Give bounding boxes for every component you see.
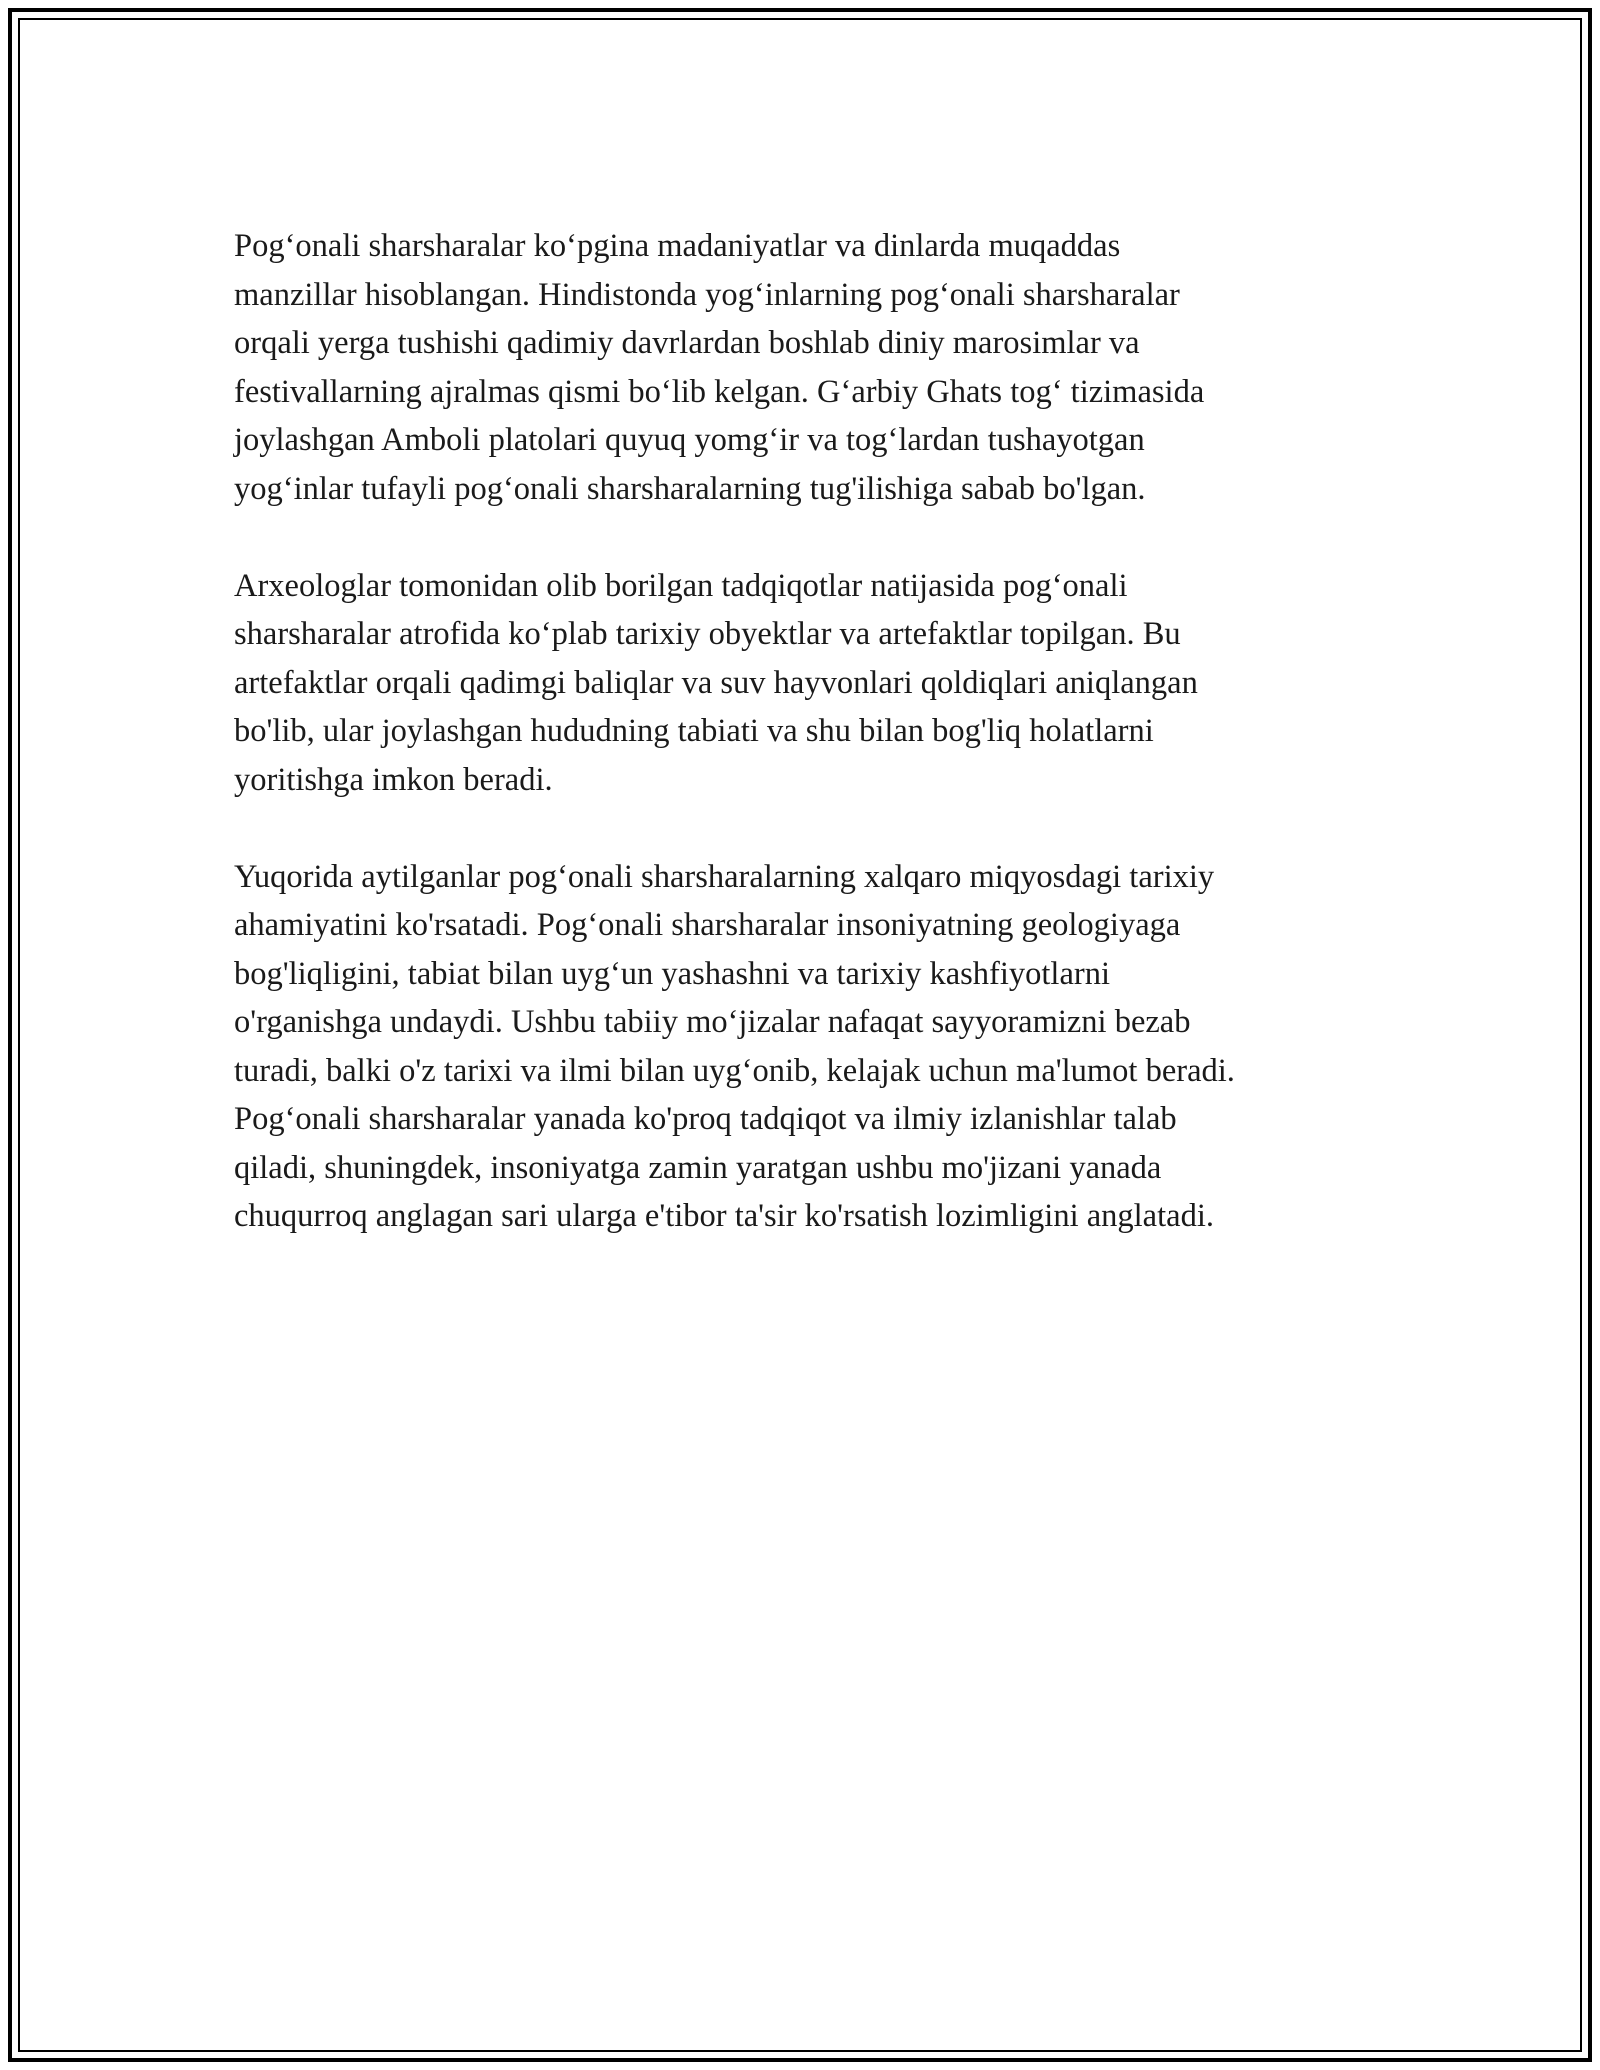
paragraph-3: Yuqorida aytilganlar pog‘onali sharsharalarning xalqaro miqyosdagi tarixiy ahamiyatini ko'rsatadi. Pog‘onali sharsharalar insoniyatning geologiyaga bog'liqligini, tabiat bilan uyg‘un yashashni va tarixiy kashfiyotlarni o'rganishga undaydi. Ushbu tabiiy mo‘jizalar nafaqat sayyoramizni bezab turadi, balki o'z tarixi va ilmi bilan uyg‘onib, kelajak uchun ma'lumot beradi. Pog‘onali sharsharalar yanada ko'proq tadqiqot va ilmiy izlanishlar talab qiladi, shuningdek, insoniyatga zamin yaratgan ushbu mo'jizani yanada chuqurroq anglagan sari ularga e'tibor ta'sir ko'rsatish lozimligini anglatadi. <box>234 858 1235 1234</box>
document-body <box>234 222 1414 1289</box>
page-border-outer <box>8 8 1592 2062</box>
paragraph-2: Arxeologlar tomonidan olib borilgan tadqiqotlar natijasida pog‘onali sharsharalar atrofida ko‘plab tarixiy obyektlar va artefaktlar topilgan. Bu artefaktlar orqali qadimgi baliqlar va suv hayvonlari qoldiqlari aniqlangan bo'lib, ular joylashgan hududning tabiati va shu bilan bog'liq holatlarni yoritishga imkon beradi. <box>234 567 1198 798</box>
paragraph-1: Pog‘onali sharsharalar ko‘pgina madaniyatlar va dinlarda muqaddas manzillar hisoblangan. Hindistonda yog‘inlarning pog‘onali sharsharalar orqali yerga tushishi qadimiy davrlardan boshlab diniy marosimlar va festivallarning ajralmas qismi bo‘lib kelgan. G‘arbiy Ghats tog‘ tizimasida joylashgan Amboli platolari quyuq yomg‘ir va tog‘lardan tushayotgan yog‘inlar tufayli pog‘onali sharsharalarning tug'ilishiga sabab bo'lgan. <box>234 228 1205 507</box>
